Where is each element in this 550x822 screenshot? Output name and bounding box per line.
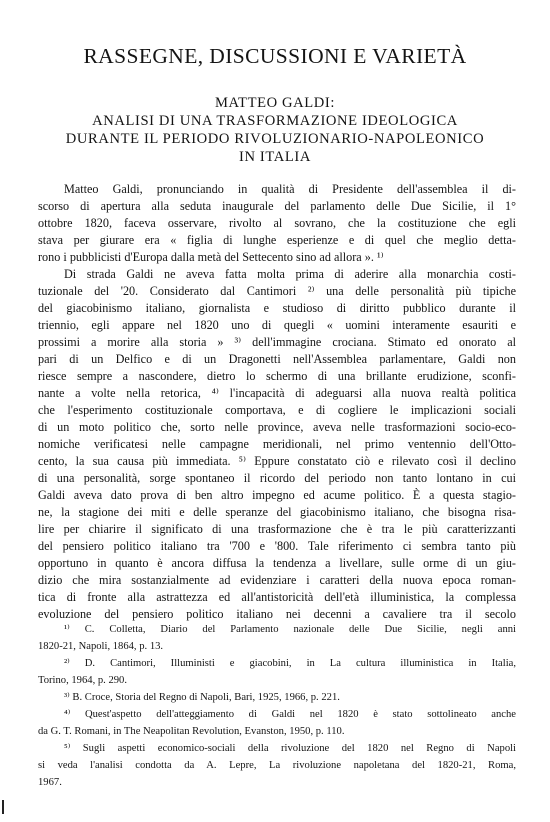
- body-line: tica di fronte alla astrattezza ed all'antistoricità dell'età illuministica, la complessa: [38, 590, 516, 604]
- article-body: [38, 181, 516, 623]
- body-line: ottobre 1820, faceva osservare, rivolto al sovrano, che la costituzione che egli: [38, 216, 516, 230]
- article-title-line: ANALISI DI UNA TRASFORMAZIONE IDEOLOGICA: [92, 113, 458, 129]
- body-line: triennio, egli appare nel 1820 uno di quegli « uomini interamente esauriti e: [38, 318, 516, 332]
- footnote-line: ⁴⁾ Quest'aspetto dell'atteggiamento di Galdi nel 1820 è stato sottolineato anche: [64, 709, 516, 720]
- footnote-line: ¹⁾ C. Colletta, Diario del Parlamento nazionale delle Due Sicilie, negli anni: [64, 624, 516, 635]
- article-title-line: DURANTE IL PERIODO RIVOLUZIONARIO-NAPOLEONICO: [65, 131, 485, 147]
- footnote-line: ²⁾ D. Cantimori, Illuministi e giacobini, in La cultura illuministica in Italia,: [64, 658, 516, 669]
- body-line: opportuno in quanto è ancora diffusa la tendenza a livellare, sulle orme di un giu-: [38, 556, 516, 570]
- body-line: Matteo Galdi, pronunciando in qualità di Presidente dell'assemblea il di-: [64, 182, 516, 196]
- body-line: prossimi a morire alla storia » ³⁾ dell'immagine crociana. Stimato ed onorato al: [38, 335, 516, 349]
- body-line: riesce sempre a nascondere, dietro lo schermo di una brillante erudizione, sconfi-: [38, 369, 516, 383]
- article-author: MATTEO GALDI:: [214, 95, 336, 111]
- section-title: RASSEGNE, DISCUSSIONI E VARIETÀ: [83, 44, 467, 68]
- body-line: cento, la sua causa più immediata. ⁵⁾ Eppure constatato ciò e rilevato così il declino: [38, 454, 516, 468]
- footnote-line: 1820-21, Napoli, 1864, p. 13.: [38, 641, 164, 652]
- footnote-line: ³⁾ B. Croce, Storia del Regno di Napoli, Bari, 1925, 1966, p. 221.: [64, 692, 340, 703]
- body-line: di un moto politico che, sorto nelle province, aveva nelle trasformazioni socio-eco-: [38, 420, 516, 434]
- article-title-line: IN ITALIA: [239, 149, 311, 165]
- body-line: Di strada Galdi ne aveva fatta molta prima di aderire alla monarchia costi-: [64, 267, 516, 281]
- margin-mark: [2, 800, 4, 814]
- body-line: nomiche verificatesi nelle campagne meridionali, nel primo ventennio dell'Otto-: [38, 437, 516, 451]
- footnote-line: ⁵⁾ Sugli aspetti economico-sociali della rivoluzione del 1820 nel Regno di Napoli: [64, 743, 516, 754]
- body-line: pari di un Delfico e di un Dragonetti nell'Assemblea parlamentare, Galdi non: [38, 352, 516, 366]
- body-line: rono i pubblicisti d'Europa dalla metà del Settecento sino ad allora ». ¹⁾: [38, 250, 384, 264]
- footnote-line: si veda l'analisi condotta da A. Lepre, La rivoluzione napoletana del 1820-21, Roma,: [38, 760, 516, 771]
- footnote-line: da G. T. Romani, in The Neapolitan Revolution, Evanston, 1950, p. 110.: [38, 726, 345, 737]
- body-line: ne, la stagione dei miti e delle speranze del giacobinismo italiano, che bisogna risa-: [38, 505, 516, 519]
- body-line: che l'esperimento costituzionale comportava, e di cogliere le implicazioni sociali: [38, 403, 516, 417]
- footnote-line: 1967.: [38, 777, 62, 788]
- body-line: del pensiero politico italiano tra '700 e '800. Tale riferimento ci sembra tanto più: [38, 539, 516, 553]
- body-line: evoluzione del pensiero politico italiano nei decenni a cavaliere tra il secolo: [38, 607, 516, 621]
- footnotes: [38, 621, 516, 791]
- body-line: Galdi aveva dato prova di ben altro impegno ed acume politico. È a questa stagio-: [38, 488, 516, 502]
- article-title: [0, 94, 550, 166]
- footnote-line: Torino, 1964, p. 290.: [38, 675, 128, 686]
- body-line: tuzionale del '20. Considerato dal Cantimori ²⁾ una delle personalità più tipiche: [38, 284, 516, 298]
- body-line: del giacobinismo italiano, giornalista e studioso di diritto pubblico durante il: [38, 301, 516, 315]
- body-line: scorso di apertura alla seduta inaugurale del parlamento delle Due Sicilie, il 1°: [38, 199, 516, 213]
- body-line: stava per giurare era « figlia di lunghe esperienze e di quel che meglio detta-: [38, 233, 516, 247]
- body-line: di una personalità, sorge spontaneo il ricordo del periodo non tanto lontano in cui: [38, 471, 516, 485]
- body-line: lire per chiarire il significato di una trasformazione che è tra le più caratterizzanti: [38, 522, 516, 536]
- body-line: dizio che mira sostanzialmente ad evidenziare i caratteri della nuova epoca roman-: [38, 573, 516, 587]
- body-line: nante a volte nella retorica, ⁴⁾ l'incapacità di adeguarsi alla nuova realtà politica: [38, 386, 516, 400]
